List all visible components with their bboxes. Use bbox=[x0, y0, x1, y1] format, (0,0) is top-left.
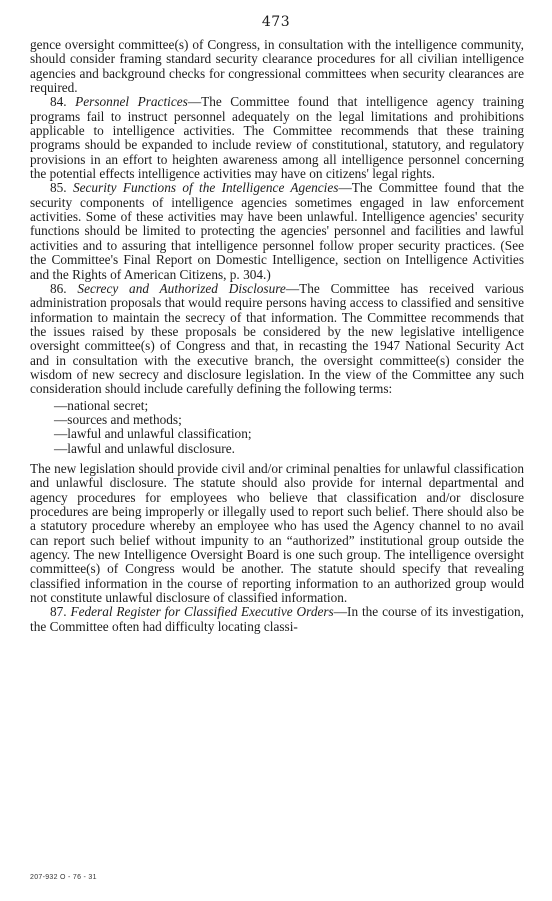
paragraph-86 bbox=[30, 282, 524, 397]
page-number: 473 bbox=[261, 14, 291, 30]
paragraph-continuation: gence oversight committee(s) of Congress, in consultation with the intelligence community, should consider framing standard security clearance procedures for all civilian intelligence agencies and background checks for congressional committees when security clearances are required. bbox=[30, 37, 524, 96]
rec-text-84: —The Committee found that intelligence agency training programs fail to instruct personnel adequately on the legal limitations and prohibitions applicable to intelligence activities. The Committee recommends that these training programs should be expanded to include review of constitutional, statutory, and regulatory provisions in an effort to heighten awareness among all intelligence personnel concerning the potential effects intelligence activities may have on citizens' legal rights. bbox=[30, 94, 525, 182]
rec-number-85: 85. bbox=[50, 180, 73, 196]
rec-title-86: Secrecy and Authorized Disclosure bbox=[77, 280, 286, 296]
paragraph-86-continued: The new legislation should provide civil and/or criminal penalties for unlawful classification and unlawful disclosure. The statute should also provide for internal departmental and agency procedures for employees who believe that classification and/or disclosure procedures are being improperly or illegally used to report such belief. There should also be a statutory procedure whereby an employee who has used the Agency channel to no avail can report such belief without impunity to an “authorized” institutional group outside the agency. The new Intelligence Oversight Board is one such group. The intelligence oversight committee(s) of Congress would be another. The statute should specify that revealing classified information in the course of reporting information to an authorized group would not constitute unlawful disclosure of classified information. bbox=[30, 460, 524, 606]
rec-number-87: 87. bbox=[50, 604, 71, 620]
list-item: —national secret; bbox=[54, 397, 149, 413]
rec-text-85: —The Committee found that the security components of intelligence agencies sometimes engaged in law enforcement activities. Some of these activities may have been unlawful. Intelligence agencies' security functions should be limited to protecting the agencies' personnel and facilities and lawful activities and to assuring that intelligence personnel follow proper security practices. (See the Committee's Final Report on Domestic Intelligence, section on Intelligence Activities and the Rights of American Citizens, p. 304.) bbox=[30, 180, 525, 282]
rec-number-86: 86. bbox=[50, 280, 78, 296]
paragraph-84 bbox=[30, 95, 524, 181]
list-item: —lawful and unlawful disclosure. bbox=[54, 440, 235, 456]
terms-list bbox=[30, 399, 524, 456]
print-job-code: 207-932 O - 76 - 31 bbox=[30, 874, 97, 881]
paragraph-87 bbox=[30, 605, 524, 634]
list-item: —sources and methods; bbox=[54, 411, 182, 427]
rec-text-87: —In the course of its investigation, the Committee often had difficulty locating classi- bbox=[30, 604, 524, 634]
rec-title-87: Federal Register for Classified Executive Orders bbox=[70, 604, 334, 620]
rec-text-86: —The Committee has received various administration proposals that would require persons having access to classified and sensitive information to maintain the secrecy of that information. The Committee recommends that the issues raised by these proposals be considered by the new legislative intelligence oversight committee(s) of Congress and that, in recasting the 1947 National Security Act and in consultation with the executive branch, the oversight committee(s) consider the wisdom of new secrecy and disclosure legislation. In the view of the Committee any such consideration should include carefully defining the following terms: bbox=[30, 280, 524, 397]
list-item: —lawful and unlawful classification; bbox=[54, 426, 252, 442]
rec-number-84: 84. bbox=[50, 94, 76, 110]
paragraph-85 bbox=[30, 181, 524, 281]
document-body bbox=[30, 38, 524, 634]
rec-title-84: Personnel Practices bbox=[75, 94, 188, 110]
rec-title-85: Security Functions of the Intelligence Agencies bbox=[72, 180, 339, 196]
